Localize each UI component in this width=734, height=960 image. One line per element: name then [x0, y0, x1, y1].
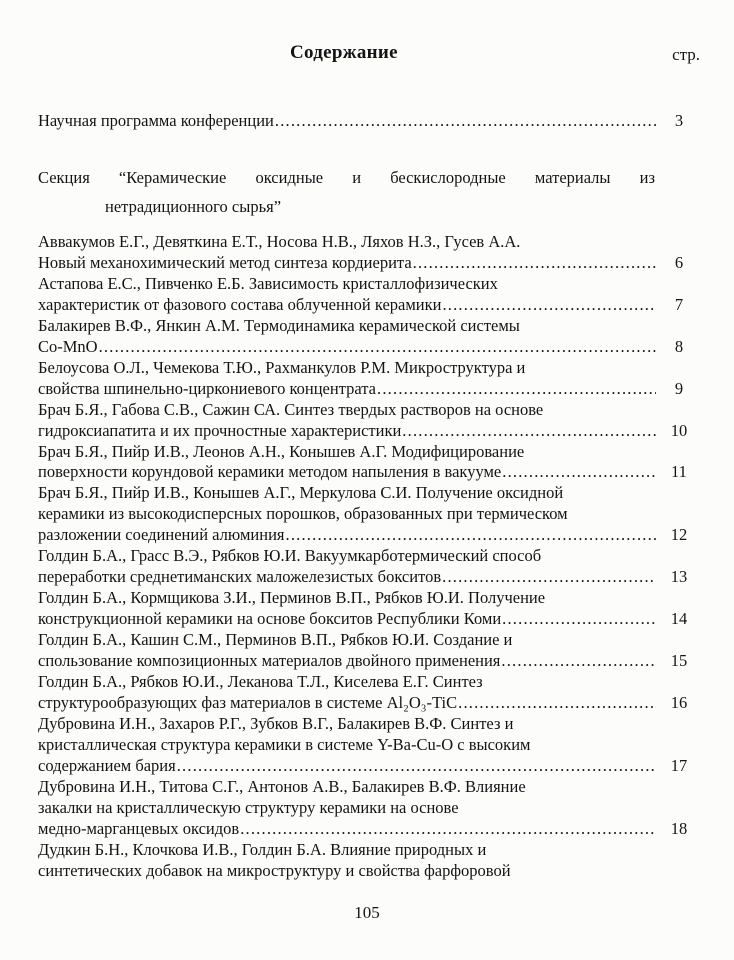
entry-page-number: 16 — [670, 692, 688, 712]
toc-entry-line: Дубровина И.Н., Титова С.Г., Антонов А.В., Балакирев В.Ф. Влияние — [38, 776, 526, 796]
entry-page-number: 12 — [670, 525, 688, 545]
toc-entry-line-with-page — [38, 567, 702, 588]
dot-leader — [240, 819, 656, 840]
page-header — [38, 0, 702, 70]
toc-entry-line-with-page — [38, 253, 702, 274]
dot-leader — [413, 253, 656, 274]
dot-leader — [442, 295, 656, 316]
toc-entry-line-with-page — [38, 609, 702, 630]
toc-entry-line-with-page — [38, 525, 702, 546]
dot-leader — [177, 756, 656, 777]
entry-page-number: 10 — [670, 420, 688, 440]
dot-leader — [99, 337, 656, 358]
dot-leader — [402, 421, 656, 442]
toc-entry-line: Брач Б.Я., Габова С.В., Сажин СА. Синтез твердых растворов на основе — [38, 399, 544, 419]
toc-entry-line-with-page — [38, 693, 702, 714]
toc-entry-line-with-page — [38, 462, 702, 483]
toc-entry-line: Брач Б.Я., Пийр И.В., Конышев А.Г., Меркулова С.И. Получение оксидной — [38, 483, 564, 503]
footer-page-number: 105 — [354, 903, 380, 922]
toc-entry-line: Голдин Б.А., Кашин С.М., Перминов В.П., Рябков Ю.И. Создание и — [38, 630, 513, 650]
toc-entry-line: Голдин Б.А., Грасс В.Э., Рябков Ю.И. Вакуумкарботермический способ — [38, 546, 542, 566]
toc-entry-line-with-page — [38, 295, 702, 316]
section-heading-line-2: нетрадиционного сырья” — [105, 196, 282, 216]
toc-entry-line-text: структурообразующих фаз материалов в системе Al₂O₃-TiC — [38, 692, 458, 712]
toc-entry-line-text: содержанием бария — [38, 755, 176, 775]
entry-page-number: 15 — [670, 651, 688, 671]
toc-entry-line-text: поверхности корундовой керамики методом напыления в вакууме — [38, 462, 502, 482]
entry-page-number: 17 — [670, 755, 688, 775]
toc-entry-line-text: Co-MnO — [38, 336, 98, 356]
toc-entry-line: синтетических добавок на микроструктуру и свойства фарфоровой — [38, 860, 511, 880]
toc-entry-line: Балакирев В.Ф., Янкин А.М. Термодинамика керамической системы — [38, 315, 520, 335]
dot-leader — [275, 110, 656, 131]
toc-entry-title: Научная программа конференции — [38, 111, 274, 130]
dot-leader — [377, 379, 656, 400]
toc-entry-front-matter — [38, 110, 702, 131]
toc-entry-line-with-page — [38, 756, 702, 777]
toc-entry-line: кристаллическая структура керамики в системе Y-Ba-Cu-O с высоким — [38, 734, 531, 754]
page-title: Содержание — [290, 42, 398, 63]
toc-entry-line-text: разложении соединений алюминия — [38, 525, 285, 545]
toc-entry-line: Брач Б.Я., Пийр И.В., Леонов А.Н., Конышев А.Г. Модифицирование — [38, 441, 525, 461]
section-heading-line-1: Секция “Керамические оксидные и бескислородные материалы из — [38, 168, 655, 187]
entry-page-number: 9 — [674, 378, 684, 398]
toc-entry-line: закалки на кристаллическую структуру керамики на основе — [38, 797, 459, 817]
toc-entry-line-with-page — [38, 819, 702, 840]
toc-entry-line-text: свойства шпинельно-циркониевого концентрата — [38, 378, 377, 398]
entry-page-number: 18 — [670, 818, 688, 838]
entry-page-number: 7 — [674, 294, 684, 314]
toc-entry-line: Белоусова О.Л., Чемекова Т.Ю., Рахманкулов Р.М. Микроструктура и — [38, 357, 526, 377]
dot-leader — [442, 567, 656, 588]
dot-leader — [286, 525, 657, 546]
entry-page-number: 14 — [670, 609, 688, 629]
toc-entry-line-text: переработки среднетиманских маложелезистых бокситов — [38, 567, 442, 587]
entry-page-number: 3 — [674, 111, 684, 130]
toc-entry-line-text: характеристик от фазового состава облученной керамики — [38, 294, 442, 314]
entry-page-number: 6 — [674, 252, 684, 272]
toc-entry-line-text: гидроксиапатита и их прочностные характеристики — [38, 420, 402, 440]
toc-entry-line-with-page — [38, 421, 702, 442]
toc-entry-line: Голдин Б.А., Кормщикова З.И., Перминов В.П., Рябков Ю.И. Получение — [38, 588, 546, 608]
toc-entry-line-text: Новый механохимический метод синтеза кордиерита — [38, 252, 412, 272]
toc-entry-line: Астапова Е.С., Пивченко Е.Б. Зависимость кристаллофизических — [38, 273, 498, 293]
toc-entry-line-text: медно-марганцевых оксидов — [38, 818, 240, 838]
toc-entry-line-text: спользование композиционных материалов двойного применения — [38, 651, 501, 671]
dot-leader — [501, 651, 656, 672]
toc-entry-line: Аввакумов Е.Г., Девяткина Е.Т., Носова Н.В., Ляхов Н.З., Гусев А.А. — [38, 232, 521, 251]
entry-page-number: 11 — [671, 462, 687, 482]
dot-leader — [458, 693, 656, 714]
toc-entry-line-text: конструкционной керамики на основе бокситов Республики Коми — [38, 609, 502, 629]
toc-entry-line: керамики из высокодисперсных порошков, образованных при термическом — [38, 504, 568, 524]
toc-entry-line: Дубровина И.Н., Захаров Р.Г., Зубков В.Г., Балакирев В.Ф. Синтез и — [38, 713, 514, 733]
dot-leader — [502, 462, 656, 483]
toc-entry-line: Голдин Б.А., Рябков Ю.И., Леканова Т.Л., Киселева Е.Г. Синтез — [38, 672, 483, 692]
toc-entry-line-with-page — [38, 379, 702, 400]
toc-entry-line-with-page — [38, 337, 702, 358]
entry-page-number: 13 — [670, 567, 688, 587]
entry-page-number: 8 — [674, 336, 684, 356]
toc-entries — [38, 232, 702, 882]
dot-leader — [502, 609, 656, 630]
page-column-label: стр. — [672, 45, 700, 64]
toc-entry-line: Дудкин Б.Н., Клочкова И.В., Голдин Б.А. Влияние природных и — [38, 839, 487, 859]
section-heading — [38, 164, 702, 221]
toc-entry-line-with-page — [38, 651, 702, 672]
